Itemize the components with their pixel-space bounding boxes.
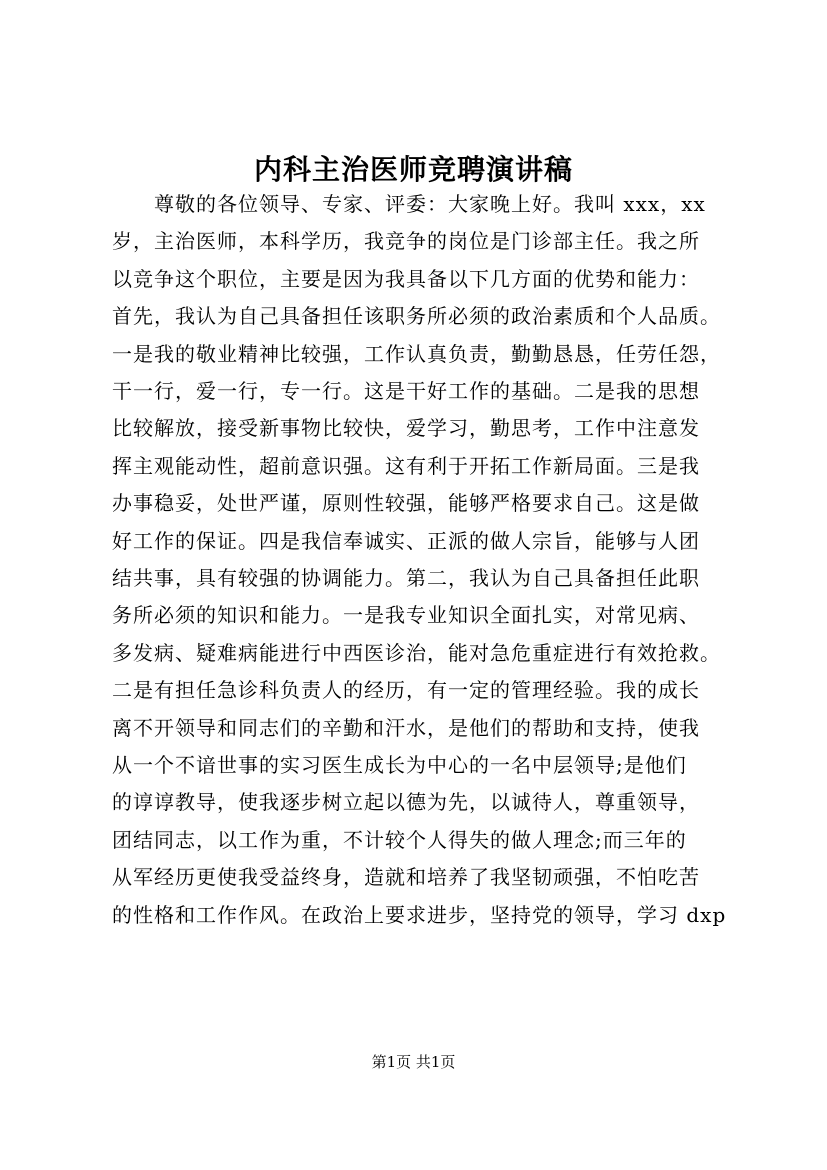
body-line: 的谆谆教导，使我逐步树立起以德为先，以诚待人，尊重领导， xyxy=(112,790,700,814)
body-line: 以竞争这个职位，主要是因为我具备以下几方面的优势和能力： xyxy=(112,267,700,291)
body-line: 离不开领导和同志们的辛勤和汗水，是他们的帮助和支持，使我 xyxy=(112,716,700,740)
body-line: 多发病、疑难病能进行中西医诊治，能对急危重症进行有效抢救。 xyxy=(112,641,721,665)
page-footer: 第1页 共1页 xyxy=(371,1053,456,1071)
body-line: 结共事，具有较强的协调能力。第二，我认为自己具备担任此职 xyxy=(112,566,700,590)
body-line: 团结同志，以工作为重，不计较个人得失的做人理念;而三年的 xyxy=(112,828,687,852)
body-line: 二是有担任急诊科负责人的经历，有一定的管理经验。我的成长 xyxy=(112,678,700,702)
body-line: 务所必须的知识和能力。一是我专业知识全面扎实，对常见病、 xyxy=(112,603,700,627)
body-line: 从一个不谙世事的实习医生成长为中心的一名中层领导;是他们 xyxy=(112,753,687,777)
body-line: 尊敬的各位领导、专家、评委：大家晚上好。我叫 xxx，xx xyxy=(112,192,706,216)
body-line: 从军经历更使我受益终身，造就和培养了我坚韧顽强，不怕吃苦 xyxy=(112,865,700,889)
body-line: 的性格和工作作风。在政治上要求进步，坚持党的领导，学习 dxp xyxy=(112,903,727,927)
body-line: 干一行，爱一行，专一行。这是干好工作的基础。二是我的思想 xyxy=(112,379,700,403)
body-line: 比较解放，接受新事物比较快，爱学习，勤思考，工作中注意发 xyxy=(112,416,700,440)
body-line: 好工作的保证。四是我信奉诚实、正派的做人宗旨，能够与人团 xyxy=(112,529,700,553)
body-line: 岁，主治医师，本科学历，我竞争的岗位是门诊部主任。我之所 xyxy=(112,229,700,253)
body-line: 首先，我认为自己具备担任该职务所必须的政治素质和个人品质。 xyxy=(112,304,721,328)
body-line: 办事稳妥，处世严谨，原则性较强，能够严格要求自己。这是做 xyxy=(112,491,700,515)
body-line: 挥主观能动性，超前意识强。这有利于开拓工作新局面。三是我 xyxy=(112,454,700,478)
body-line: 一是我的敬业精神比较强，工作认真负责，勤勤恳恳，任劳任怨， xyxy=(112,342,721,366)
document-title: 内科主治医师竞聘演讲稿 xyxy=(253,153,573,186)
